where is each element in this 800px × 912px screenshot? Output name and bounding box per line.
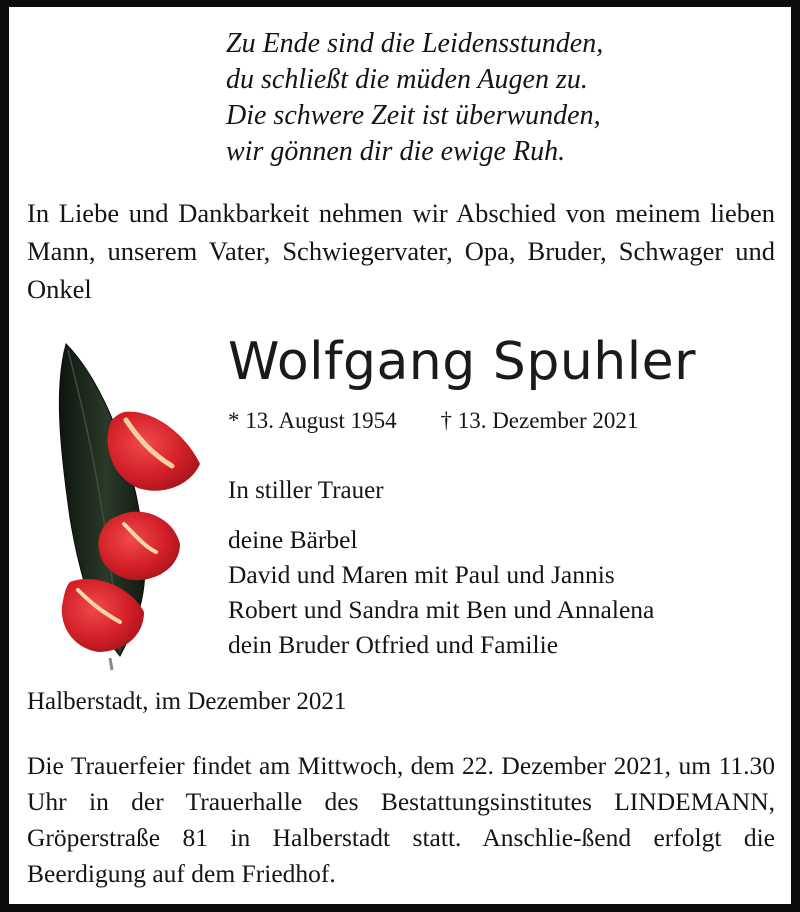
anthurium-flower-image — [40, 338, 220, 678]
border-right — [791, 0, 800, 912]
border-left — [0, 0, 9, 912]
mourner-line: Robert und Sandra mit Ben und Annalena — [228, 595, 655, 624]
funeral-notice: Die Trauerfeier findet am Mittwoch, dem 22. Dezember 2021, um 11.30 Uhr in der Trauerhalle des Bestattungsinstitutes LINDEMANN, Gröperstraße 81 in Halberstadt statt. Anschlie-ßend erfolgt die Beerdigung auf dem Friedhof. — [27, 751, 775, 888]
poem-line: Zu Ende sind die Leidensstunden, — [226, 28, 604, 59]
border-top — [0, 0, 800, 7]
mourners-list — [228, 522, 654, 662]
border-bottom — [0, 904, 800, 912]
poem — [226, 26, 686, 170]
mourner-line: dein Bruder Otfried und Familie — [228, 630, 559, 659]
mourner-line: deine Bärbel — [228, 525, 358, 554]
deceased-name: Wolfgang Spuhler — [228, 332, 697, 392]
place-and-date: Halberstadt, im Dezember 2021 — [27, 688, 347, 715]
mourner-line: David und Maren mit Paul und Jannis — [228, 560, 615, 589]
birth-date: * 13. August 1954 — [228, 408, 397, 433]
poem-line: Die schwere Zeit ist überwunden, — [226, 100, 601, 131]
poem-line: du schließt die müden Augen zu. — [226, 64, 588, 95]
mourning-heading: In stiller Trauer — [228, 477, 384, 504]
intro-text: In Liebe und Dankbarkeit nehmen wir Abschied von meinem lieben Mann, unserem Vater, Schwiegervater, Opa, Bruder, Schwager und Onkel — [27, 198, 775, 304]
poem-line: wir gönnen dir die ewige Ruh. — [226, 136, 566, 167]
life-dates — [228, 404, 638, 438]
death-date: † 13. Dezember 2021 — [440, 408, 639, 433]
